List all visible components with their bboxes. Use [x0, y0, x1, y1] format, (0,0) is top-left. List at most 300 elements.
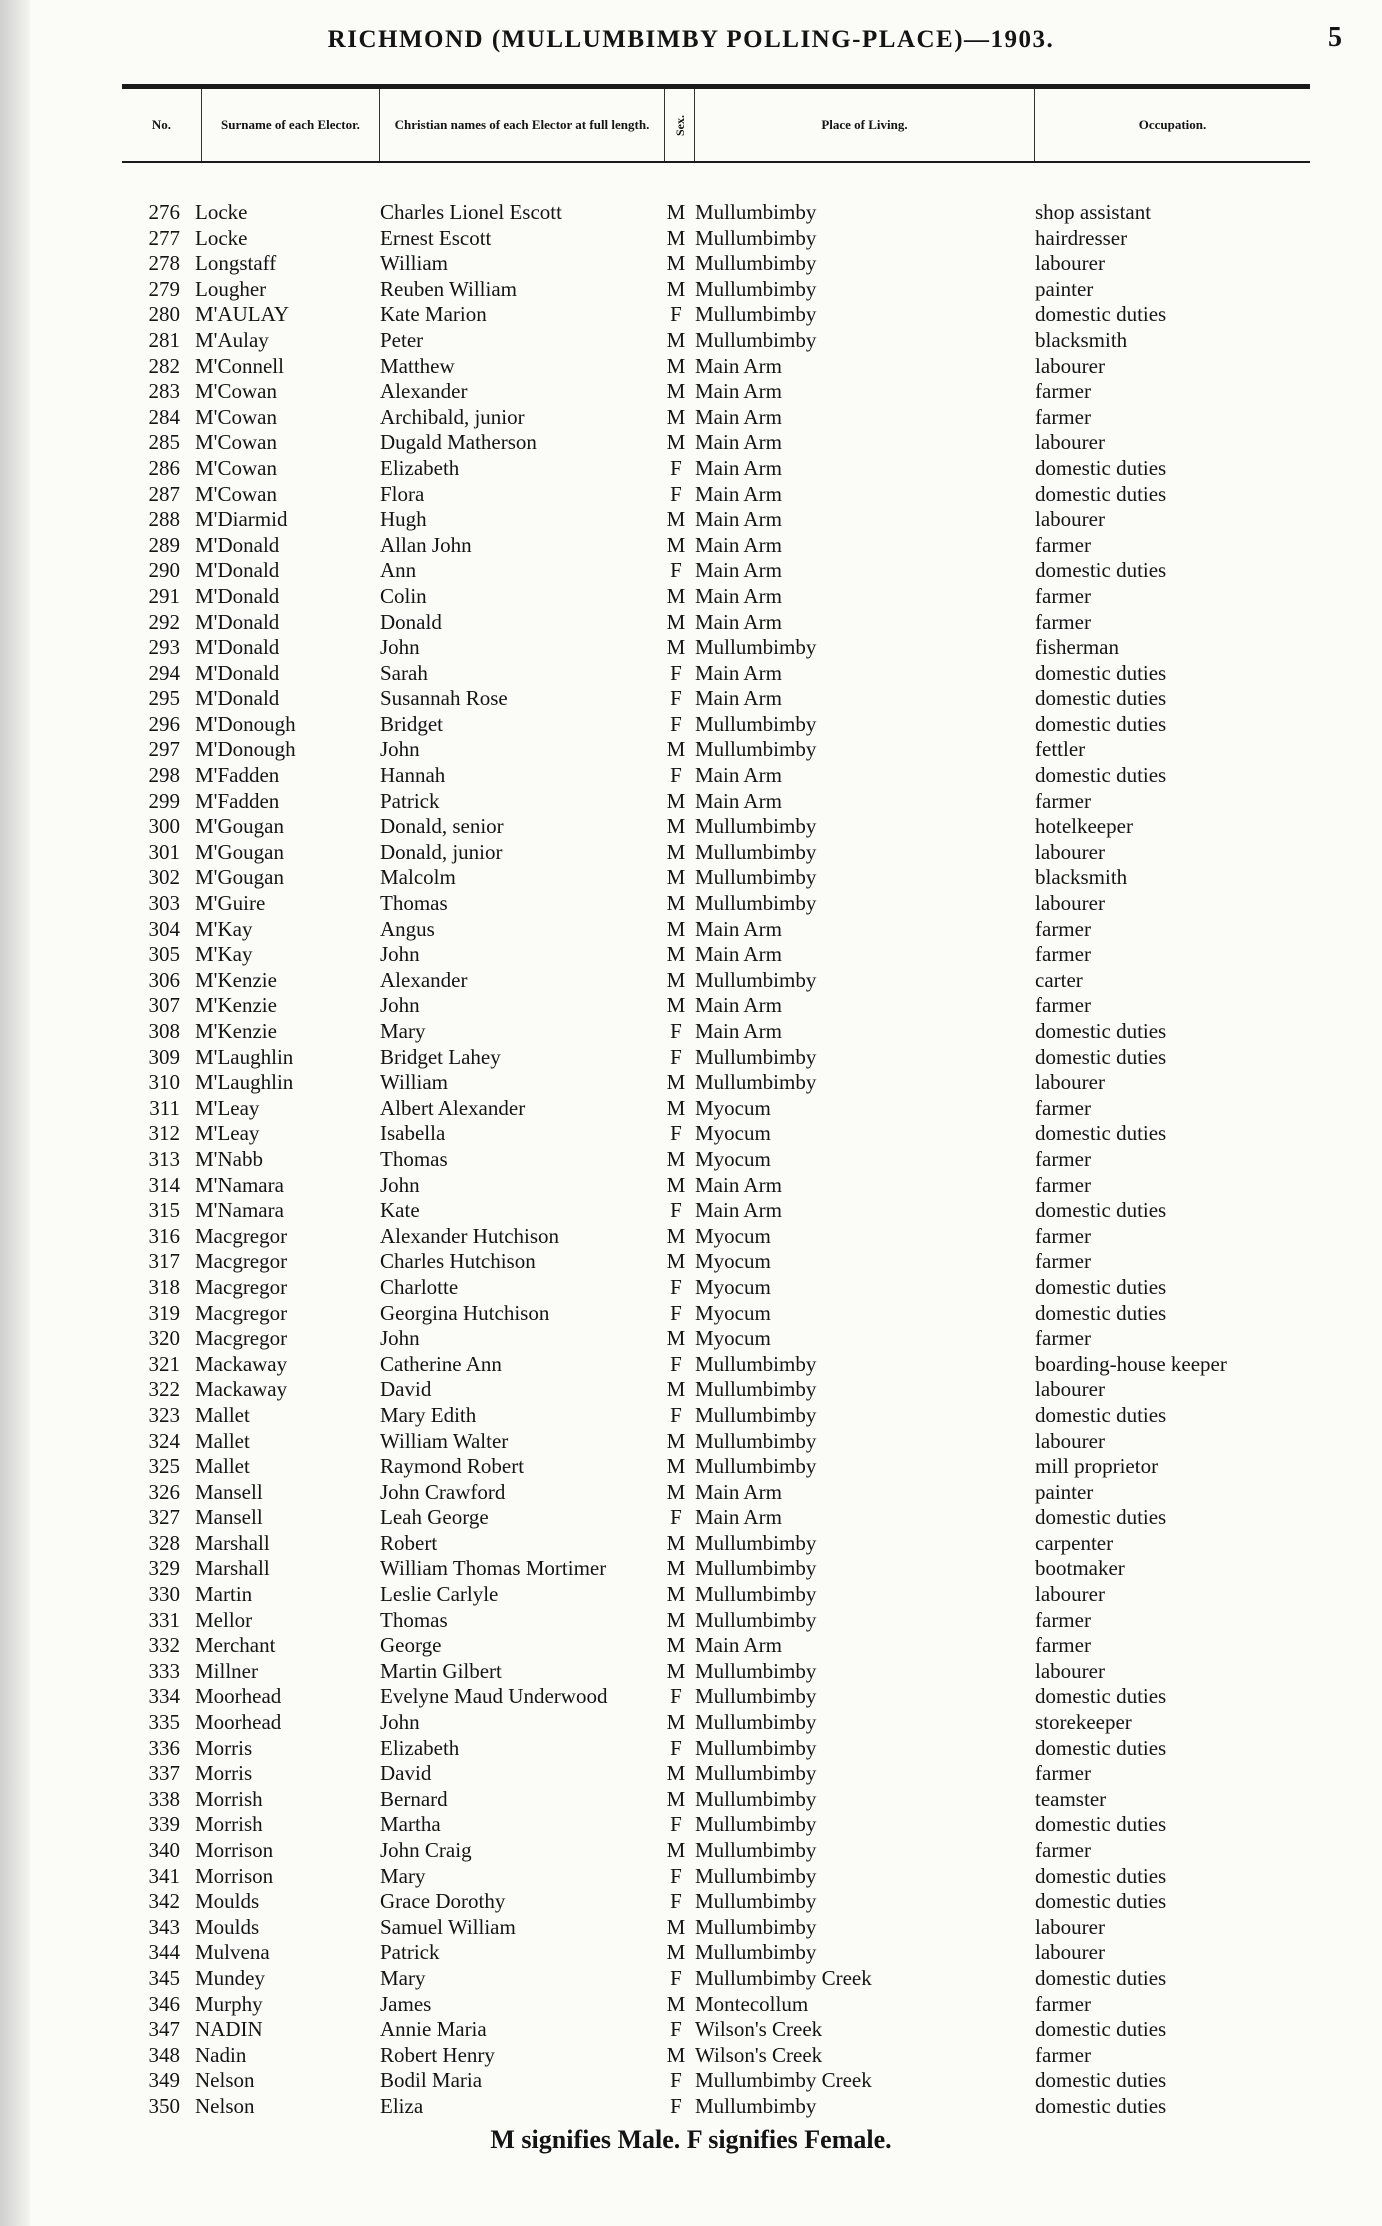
elector-place-of-living: Mullumbimby — [695, 1838, 817, 1862]
elector-sex: F — [670, 1684, 682, 1709]
elector-number: 347 — [148, 2017, 180, 2042]
elector-occupation: farmer — [1035, 1172, 1091, 1197]
elector-christian-names: Charles Hutchison — [380, 1249, 536, 1274]
elector-surname: Morrish — [195, 1786, 263, 1811]
elector-place-of-living: Mullumbimby — [695, 1889, 817, 1914]
elector-occupation: labourer — [1035, 891, 1105, 916]
elector-place-of-living: Wilson's Creek — [695, 2042, 823, 2067]
elector-place-of-living: Myocum — [695, 1274, 771, 1299]
elector-surname: Morris — [195, 1735, 253, 1760]
elector-number: 280 — [148, 302, 180, 327]
elector-sex: M — [666, 353, 686, 378]
table-row — [0, 917, 1382, 943]
elector-surname: Locke — [195, 225, 248, 250]
elector-christian-names: James — [380, 1991, 432, 2016]
elector-sex: F — [670, 302, 682, 327]
elector-christian-names: Elizabeth — [380, 1735, 460, 1760]
elector-occupation: labourer — [1035, 839, 1105, 864]
elector-number: 302 — [148, 865, 180, 890]
elector-sex: M — [666, 1582, 686, 1607]
elector-christian-names: John — [380, 993, 420, 1018]
elector-number: 324 — [148, 1428, 180, 1453]
elector-christian-names: Samuel William — [380, 1914, 516, 1939]
page-number: 5 — [1328, 22, 1342, 53]
table-row — [0, 1480, 1382, 1506]
table-row — [0, 200, 1382, 226]
elector-christian-names: Mary — [380, 1965, 426, 1990]
elector-number: 339 — [148, 1812, 180, 1837]
elector-surname: Mallet — [195, 1454, 250, 1479]
elector-sex: F — [670, 1965, 682, 1990]
elector-surname: NADIN — [195, 2017, 263, 2042]
elector-surname: Morris — [195, 1761, 253, 1786]
elector-christian-names: Bodil Maria — [380, 2068, 483, 2093]
elector-christian-names: William Walter — [380, 1428, 509, 1453]
elector-place-of-living: Mullumbimby Creek — [695, 1965, 872, 1990]
header-occupation: Occupation. — [1138, 117, 1207, 132]
elector-surname: M'Kay — [195, 916, 253, 941]
elector-occupation: bootmaker — [1035, 1556, 1125, 1581]
elector-surname: Macgregor — [195, 1274, 288, 1299]
elector-occupation: labourer — [1035, 353, 1105, 378]
elector-place-of-living: Main Arm — [695, 942, 782, 967]
table-row — [0, 1045, 1382, 1071]
elector-place-of-living: Main Arm — [695, 481, 782, 506]
elector-place-of-living: Myocum — [695, 1121, 771, 1146]
table-row — [0, 1019, 1382, 1045]
table-row — [0, 1864, 1382, 1890]
elector-number: 348 — [148, 2042, 180, 2067]
elector-place-of-living: Mullumbimby — [695, 1402, 817, 1427]
elector-place-of-living: Main Arm — [695, 507, 782, 532]
table-row — [0, 2068, 1382, 2094]
elector-occupation: storekeeper — [1035, 1710, 1132, 1735]
elector-number: 301 — [148, 839, 180, 864]
table-row — [0, 1940, 1382, 1966]
table-row — [0, 430, 1382, 456]
table-row — [0, 1710, 1382, 1736]
elector-occupation: teamster — [1035, 1786, 1107, 1811]
table-row — [0, 661, 1382, 687]
elector-sex: F — [670, 2017, 682, 2042]
elector-number: 290 — [148, 558, 180, 583]
elector-sex: F — [670, 2068, 682, 2093]
elector-occupation: domestic duties — [1035, 660, 1167, 685]
elector-number: 283 — [148, 379, 180, 404]
elector-christian-names: David — [380, 1377, 432, 1402]
table-row — [0, 763, 1382, 789]
elector-number: 334 — [148, 1684, 180, 1709]
elector-surname: M'Kenzie — [195, 1019, 277, 1043]
elector-christian-names: Patrick — [380, 1940, 440, 1965]
elector-place-of-living: Main Arm — [695, 1479, 782, 1504]
elector-place-of-living: Mullumbimby — [695, 865, 817, 890]
elector-place-of-living: Main Arm — [695, 686, 782, 711]
table-row — [0, 814, 1382, 840]
elector-christian-names: Matthew — [380, 353, 455, 378]
table-row — [0, 1454, 1382, 1480]
elector-surname: M'Kenzie — [195, 967, 277, 992]
elector-place-of-living: Mullumbimby — [695, 1658, 817, 1683]
elector-place-of-living: Mullumbimby — [695, 327, 817, 352]
page-title: RICHMOND (MULLUMBIMBY POLLING-PLACE)—1903. — [327, 26, 1055, 53]
elector-sex: M — [666, 1377, 686, 1402]
table-row — [0, 1812, 1382, 1838]
elector-christian-names: Thomas — [380, 1607, 448, 1632]
elector-surname: Longstaff — [195, 251, 277, 276]
elector-occupation: farmer — [1035, 1761, 1091, 1786]
elector-sex: F — [670, 1735, 682, 1760]
elector-sex: M — [666, 609, 686, 634]
elector-surname: M'Donald — [195, 635, 280, 660]
elector-christian-names: Annie Maria — [380, 2017, 487, 2042]
elector-occupation: domestic duties — [1035, 302, 1167, 327]
elector-place-of-living: Mullumbimby — [695, 814, 817, 839]
elector-sex: M — [666, 404, 686, 429]
elector-occupation: domestic duties — [1035, 711, 1167, 736]
elector-surname: M'Guire — [195, 891, 266, 916]
elector-christian-names: Charles Lionel Escott — [380, 200, 562, 224]
elector-place-of-living: Mullumbimby — [695, 1351, 817, 1376]
elector-surname: Morrish — [195, 1812, 263, 1837]
table-row — [0, 226, 1382, 252]
table-header — [122, 84, 1310, 163]
table-row — [0, 1249, 1382, 1275]
elector-occupation: farmer — [1035, 583, 1091, 608]
elector-surname: M'Kenzie — [195, 993, 277, 1018]
elector-occupation: domestic duties — [1035, 1121, 1167, 1146]
elector-number: 343 — [148, 1914, 180, 1939]
elector-number: 349 — [148, 2068, 180, 2093]
elector-surname: M'Laughlin — [195, 1070, 294, 1095]
elector-place-of-living: Mullumbimby — [695, 1607, 817, 1632]
elector-surname: M'Cowan — [195, 455, 277, 480]
elector-place-of-living: Mullumbimby — [695, 1428, 817, 1453]
elector-place-of-living: Mullumbimby — [695, 737, 817, 762]
elector-number: 308 — [148, 1019, 180, 1043]
elector-occupation: labourer — [1035, 1582, 1105, 1607]
elector-christian-names: Donald — [380, 609, 442, 634]
footnote: M signifies Male. F signifies Female. — [490, 2125, 892, 2154]
elector-place-of-living: Mullumbimby — [695, 1735, 817, 1760]
elector-surname: Mallet — [195, 1402, 250, 1427]
elector-sex: F — [670, 1812, 682, 1837]
elector-number: 322 — [148, 1377, 180, 1402]
elector-sex: M — [666, 276, 686, 301]
header-no: No. — [122, 89, 202, 161]
elector-christian-names: John — [380, 1710, 420, 1735]
elector-place-of-living: Main Arm — [695, 379, 782, 404]
elector-number: 321 — [148, 1351, 180, 1376]
elector-sex: M — [666, 1838, 686, 1862]
elector-number: 305 — [148, 942, 180, 967]
elector-place-of-living: Main Arm — [695, 532, 782, 557]
elector-surname: Lougher — [195, 276, 267, 301]
elector-occupation: domestic duties — [1035, 481, 1167, 506]
elector-place-of-living: Mullumbimby — [695, 1044, 817, 1069]
header-place: Place of Living. — [695, 89, 1035, 161]
elector-number: 340 — [148, 1838, 180, 1862]
elector-occupation: domestic duties — [1035, 1505, 1167, 1530]
elector-number: 287 — [148, 481, 180, 506]
elector-surname: Nelson — [195, 2068, 255, 2093]
elector-sex: M — [666, 1479, 686, 1504]
elector-occupation: painter — [1035, 276, 1094, 301]
elector-sex: F — [670, 1863, 682, 1888]
elector-occupation: farmer — [1035, 1095, 1091, 1120]
elector-sex: M — [666, 225, 686, 250]
elector-place-of-living: Main Arm — [695, 993, 782, 1018]
table-row — [0, 1505, 1382, 1531]
elector-surname: Mellor — [195, 1607, 253, 1632]
table-row — [0, 1915, 1382, 1941]
elector-place-of-living: Mullumbimby — [695, 276, 817, 301]
elector-occupation: labourer — [1035, 507, 1105, 532]
elector-occupation: fisherman — [1035, 635, 1119, 660]
elector-surname: Moulds — [195, 1914, 260, 1939]
elector-surname: Nadin — [195, 2042, 247, 2067]
elector-surname: M'Laughlin — [195, 1044, 294, 1069]
elector-occupation: farmer — [1035, 532, 1091, 557]
table-row — [0, 251, 1382, 277]
elector-sex: F — [670, 763, 682, 788]
elector-occupation: painter — [1035, 1479, 1094, 1504]
elector-number: 310 — [148, 1070, 180, 1095]
elector-christian-names: Leah George — [380, 1505, 489, 1530]
elector-number: 306 — [148, 967, 180, 992]
elector-surname: M'Cowan — [195, 430, 277, 455]
elector-sex: M — [666, 814, 686, 839]
elector-christian-names: Alexander Hutchison — [380, 1223, 560, 1248]
elector-place-of-living: Mullumbimby — [695, 711, 817, 736]
table-row — [0, 558, 1382, 584]
elector-sex: M — [666, 1530, 686, 1555]
elector-sex: M — [666, 1786, 686, 1811]
table-row — [0, 1761, 1382, 1787]
elector-occupation: domestic duties — [1035, 1198, 1167, 1223]
elector-surname: M'Nabb — [195, 1146, 263, 1171]
table-row — [0, 277, 1382, 303]
table-row — [0, 635, 1382, 661]
elector-occupation: labourer — [1035, 251, 1105, 276]
elector-surname: Mansell — [195, 1479, 263, 1504]
elector-occupation: domestic duties — [1035, 1812, 1167, 1837]
elector-surname: M'Namara — [195, 1172, 284, 1197]
elector-christian-names: William — [380, 251, 448, 276]
elector-sex: F — [670, 455, 682, 480]
elector-surname: M'Namara — [195, 1198, 284, 1223]
elector-surname: M'Gougan — [195, 814, 284, 839]
elector-surname: Moorhead — [195, 1710, 282, 1735]
elector-sex: F — [670, 1351, 682, 1376]
elector-christian-names: Susannah Rose — [380, 686, 508, 711]
elector-sex: M — [666, 2042, 686, 2067]
table-row — [0, 1608, 1382, 1634]
elector-number: 329 — [148, 1556, 180, 1581]
elector-christian-names: Ernest Escott — [380, 225, 492, 250]
elector-occupation: domestic duties — [1035, 1019, 1167, 1043]
table-row — [0, 993, 1382, 1019]
elector-place-of-living: Mullumbimby — [695, 251, 817, 276]
table-row — [0, 1684, 1382, 1710]
elector-sex: F — [670, 711, 682, 736]
elector-sex: M — [666, 967, 686, 992]
elector-place-of-living: Mullumbimby — [695, 1582, 817, 1607]
elector-occupation: domestic duties — [1035, 1402, 1167, 1427]
table-row — [0, 712, 1382, 738]
elector-sex: M — [666, 788, 686, 813]
elector-number: 311 — [149, 1095, 180, 1120]
elector-surname: Morrison — [195, 1863, 274, 1888]
elector-number: 295 — [148, 686, 180, 711]
elector-number: 330 — [148, 1582, 180, 1607]
elector-surname: M'Donough — [195, 711, 296, 736]
elector-number: 342 — [148, 1889, 180, 1914]
elector-sex: M — [666, 1556, 686, 1581]
elector-surname: Murphy — [195, 1991, 263, 2016]
header-christian-names: Christian names of each Elector at full length. — [380, 89, 665, 161]
elector-surname: Merchant — [195, 1633, 276, 1658]
elector-place-of-living: Mullumbimby — [695, 1761, 817, 1786]
table-row — [0, 456, 1382, 482]
elector-christian-names: John — [380, 737, 420, 762]
elector-christian-names: Alexander — [380, 967, 468, 992]
elector-christian-names: Robert — [380, 1530, 438, 1555]
elector-surname: Macgregor — [195, 1223, 288, 1248]
elector-number: 293 — [148, 635, 180, 660]
elector-occupation: shop assistant — [1035, 200, 1152, 224]
elector-sex: F — [670, 1274, 682, 1299]
elector-number: 291 — [148, 583, 180, 608]
elector-occupation: labourer — [1035, 430, 1105, 455]
elector-number: 323 — [148, 1402, 180, 1427]
elector-place-of-living: Main Arm — [695, 660, 782, 685]
elector-number: 285 — [148, 430, 180, 455]
elector-surname: Mulvena — [195, 1940, 270, 1965]
table-row — [0, 379, 1382, 405]
elector-sex: M — [666, 1095, 686, 1120]
elector-sex: F — [670, 2093, 682, 2118]
elector-number: 298 — [148, 763, 180, 788]
elector-sex: F — [670, 1198, 682, 1223]
table-row — [0, 1070, 1382, 1096]
table-row — [0, 1377, 1382, 1403]
elector-sex: F — [670, 481, 682, 506]
elector-number: 278 — [148, 251, 180, 276]
elector-number: 313 — [148, 1146, 180, 1171]
elector-place-of-living: Main Arm — [695, 763, 782, 788]
elector-surname: Mallet — [195, 1428, 250, 1453]
elector-number: 303 — [148, 891, 180, 916]
elector-christian-names: Evelyne Maud Underwood — [380, 1684, 608, 1709]
elector-number: 335 — [148, 1710, 180, 1735]
elector-christian-names: Thomas — [380, 1146, 448, 1171]
elector-place-of-living: Myocum — [695, 1249, 771, 1274]
elector-sex: M — [666, 737, 686, 762]
elector-number: 326 — [148, 1479, 180, 1504]
elector-place-of-living: Main Arm — [695, 404, 782, 429]
elector-number: 315 — [148, 1198, 180, 1223]
elector-place-of-living: Main Arm — [695, 1633, 782, 1658]
elector-christian-names: Catherine Ann — [380, 1351, 502, 1376]
elector-surname: M'Donald — [195, 558, 280, 583]
elector-place-of-living: Main Arm — [695, 353, 782, 378]
elector-christian-names: Flora — [380, 481, 425, 506]
elector-number: 309 — [148, 1044, 180, 1069]
elector-number: 325 — [148, 1454, 180, 1479]
elector-christian-names: Donald, junior — [380, 839, 503, 864]
elector-place-of-living: Mullumbimby — [695, 1530, 817, 1555]
elector-number: 350 — [148, 2093, 180, 2118]
elector-number: 338 — [148, 1786, 180, 1811]
table-row — [0, 1556, 1382, 1582]
elector-number: 281 — [148, 327, 180, 352]
table-row — [0, 1736, 1382, 1762]
elector-occupation: blacksmith — [1035, 327, 1128, 352]
elector-number: 327 — [148, 1505, 180, 1530]
elector-number: 289 — [148, 532, 180, 557]
elector-sex: M — [666, 1940, 686, 1965]
elector-number: 292 — [148, 609, 180, 634]
elector-christian-names: Hannah — [380, 763, 446, 788]
table-row — [0, 840, 1382, 866]
elector-occupation: domestic duties — [1035, 2093, 1167, 2118]
table-row — [0, 2043, 1382, 2069]
elector-christian-names: John — [380, 942, 420, 967]
elector-occupation: farmer — [1035, 1607, 1091, 1632]
elector-christian-names: Peter — [380, 327, 424, 352]
elector-surname: Macgregor — [195, 1326, 288, 1351]
elector-christian-names: Leslie Carlyle — [380, 1582, 499, 1607]
elector-place-of-living: Myocum — [695, 1300, 771, 1325]
table-row — [0, 1147, 1382, 1173]
elector-sex: M — [666, 1710, 686, 1735]
elector-number: 286 — [148, 455, 180, 480]
elector-christian-names: George — [380, 1633, 442, 1658]
elector-christian-names: Alexander — [380, 379, 468, 404]
elector-christian-names: Reuben William — [380, 276, 517, 301]
elector-sex: M — [666, 1607, 686, 1632]
elector-occupation: farmer — [1035, 788, 1091, 813]
elector-occupation: farmer — [1035, 1326, 1091, 1351]
elector-surname: M'Fadden — [195, 763, 280, 788]
elector-surname: Mundey — [195, 1965, 265, 1990]
elector-occupation: hairdresser — [1035, 225, 1128, 250]
table-row — [0, 737, 1382, 763]
elector-number: 277 — [148, 225, 180, 250]
table-row — [0, 328, 1382, 354]
elector-sex: M — [666, 583, 686, 608]
header-sex — [665, 89, 695, 161]
elector-christian-names: Mary Edith — [380, 1402, 477, 1427]
elector-occupation: farmer — [1035, 379, 1091, 404]
elector-christian-names: Malcolm — [380, 865, 456, 890]
elector-occupation: fettler — [1035, 737, 1086, 762]
table-row — [0, 1659, 1382, 1685]
elector-number: 316 — [148, 1223, 180, 1248]
elector-surname: M'Donald — [195, 660, 280, 685]
elector-place-of-living: Mullumbimby — [695, 1377, 817, 1402]
elector-surname: Marshall — [195, 1556, 270, 1581]
elector-christian-names: Robert Henry — [380, 2042, 495, 2067]
elector-place-of-living: Mullumbimby — [695, 1070, 817, 1095]
elector-occupation: domestic duties — [1035, 763, 1167, 788]
elector-sex: F — [670, 1402, 682, 1427]
elector-place-of-living: Main Arm — [695, 583, 782, 608]
elector-number: 294 — [148, 660, 180, 685]
elector-surname: M'Aulay — [195, 327, 269, 352]
elector-sex: M — [666, 200, 686, 224]
